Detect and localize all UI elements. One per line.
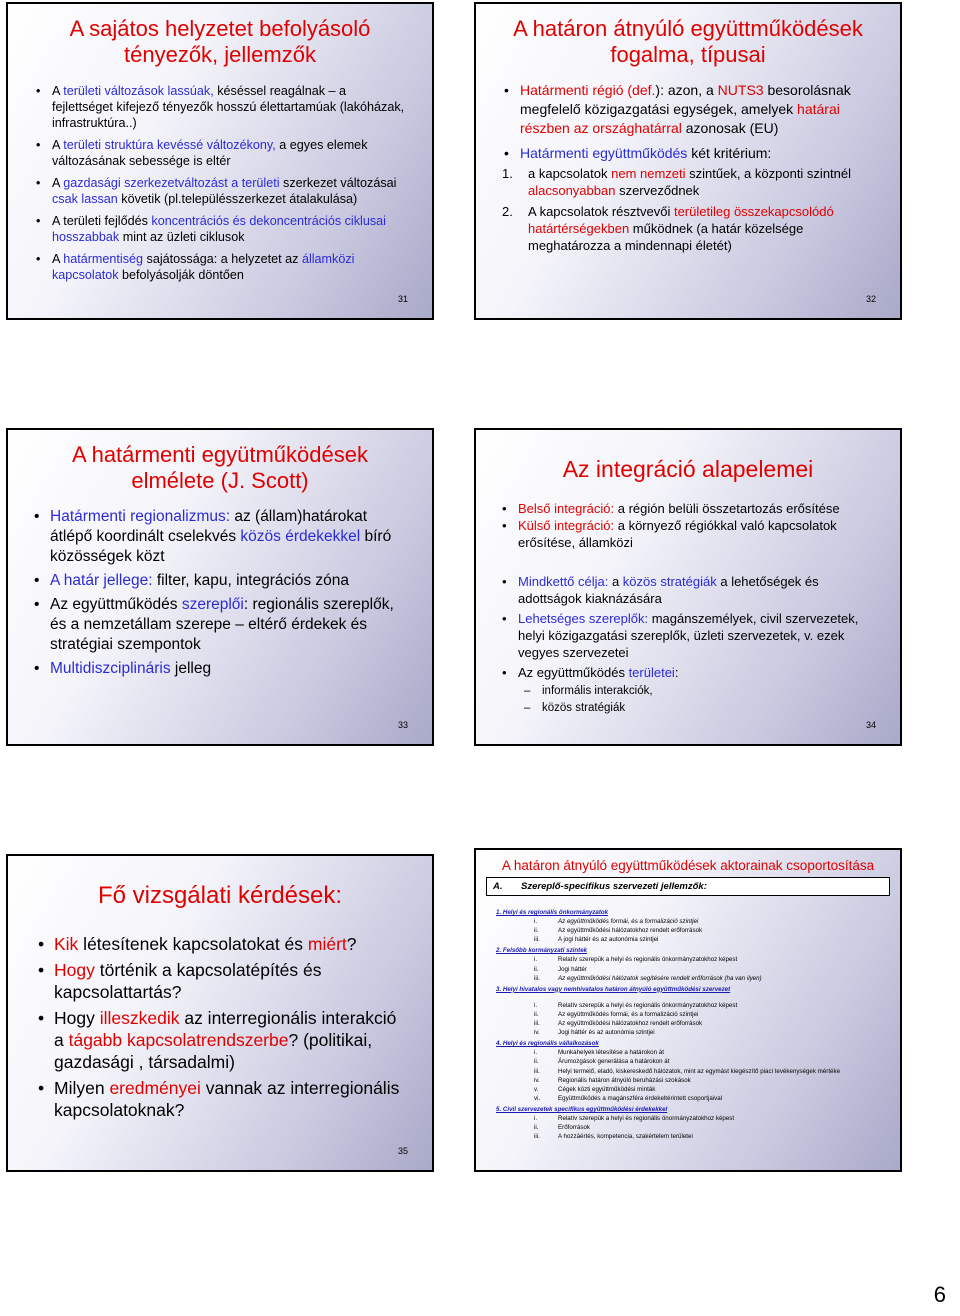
bullet-list	[34, 83, 408, 283]
slide-number: 34	[865, 720, 876, 730]
item-numeral: ii.	[534, 1010, 539, 1018]
slide-34	[474, 428, 902, 746]
subtitle-bar	[486, 877, 890, 896]
subtitle-label: A.	[493, 881, 503, 892]
slide-title: A sajátos helyzetet befolyásoló tényezők, jellemzők	[69, 16, 371, 68]
list-item	[496, 1114, 890, 1123]
list-item	[496, 1085, 890, 1094]
dash-list	[524, 683, 900, 717]
item-text: Regionális határon átnyúló beruházási szokások	[558, 1076, 691, 1084]
item-numeral: i.	[534, 918, 538, 926]
slide-number: 35	[397, 1146, 408, 1156]
item-numeral: ii.	[534, 927, 539, 935]
list-item: • Mindkettő célja: a közös stratégiák a lehetőségek és adottságok kiaknázására	[500, 573, 880, 607]
list-item	[496, 1019, 890, 1028]
list-item: • A területi fejlődés koncentrációs és dekoncentrációs ciklusai hosszabbak mint az üzleti ciklusok	[34, 213, 408, 245]
subtitle-text: Szereplő-specifikus szervezeti jellemzők:	[521, 881, 707, 892]
item-numeral: i.	[534, 1001, 538, 1009]
list-item: • Határmenti regionalizmus: az (állam)határokat átlépő koordinált cselekvés közös érdekekkel bíró közösségek közt	[32, 507, 402, 567]
item-text: Az együttműködés formái, és a formalizáció szintjei	[558, 918, 699, 926]
list-item	[496, 974, 890, 983]
list-item: – közös stratégiák	[524, 701, 626, 714]
group-heading: 4. Helyi és regionális vállalkozások	[496, 1040, 599, 1048]
list-item: • Az együttműködés szereplői: regionális szereplők, és a nemzetállam szerepe – eltérő érdekek és stratégiai szempontok	[32, 595, 402, 655]
list-item	[496, 917, 890, 926]
list-item	[496, 1001, 890, 1010]
item-numeral: ii.	[534, 1124, 539, 1132]
slide-number: 33	[397, 720, 408, 730]
item-text: Helyi termelő, eladó, kiskereskedő hálózatok, mint az egymást kiegészítő piaci tevékenységek mértéke	[558, 1067, 841, 1075]
bullet-list	[502, 81, 884, 163]
list-item	[496, 1094, 890, 1103]
item-numeral: ii.	[534, 965, 539, 973]
item-text: Az együttműködési hálózatok segítésére rendelt erőforrások (ha van ilyen)	[558, 974, 762, 982]
list-item	[496, 1048, 890, 1057]
item-text: Relatív szerepük a helyi és regionális önkormányzatokhoz képest	[558, 1001, 738, 1009]
list-item	[496, 1010, 890, 1019]
item-numeral: iii.	[534, 974, 540, 982]
item-numeral: i.	[534, 1114, 538, 1122]
item-numeral: iii.	[534, 1133, 540, 1141]
slide-32	[474, 2, 902, 320]
slide-title: A határon átnyúló együttműködések aktorainak csoportosítása	[501, 858, 875, 873]
group-heading: 1. Helyi és regionális önkormányzatok	[496, 909, 609, 916]
list-item: 2. A kapcsolatok résztvevői területileg összekapcsolódó határtérségekben működnek (a határ közelsége meghatározza a mindennapi életét)	[502, 203, 834, 253]
list-item: • A gazdasági szerkezetváltozást a területi szerkezet változásai csak lassan követik (pl.településszerkezet átalakulása)	[34, 175, 408, 207]
slide-number: 32	[865, 294, 876, 304]
group-list	[496, 908, 890, 1141]
list-item: • Milyen eredményei vannak az interregionális kapcsolatoknak?	[36, 1077, 408, 1121]
list-item	[496, 1123, 890, 1132]
item-text: Relatív szerepük a helyi és regionális önormányzatokhoz képest	[558, 1114, 735, 1122]
slide-33	[6, 428, 434, 746]
item-text: A jogi háttér és az autonómia szintjei	[558, 936, 659, 944]
item-text: Jogi háttér és az autonómia szintjei	[558, 1029, 655, 1037]
list-item	[496, 965, 890, 974]
list-item: • Kik létesítenek kapcsolatokat és miért?	[36, 933, 408, 955]
item-text: Együttműködés a magánszféra érdekeltérintett csoportjaival	[558, 1094, 723, 1102]
list-item: • Az együttműködés területei:	[500, 664, 880, 681]
list-item	[496, 1067, 890, 1076]
numbered-list	[502, 165, 884, 254]
item-text: Árumozgások generálása a határokon át	[558, 1058, 670, 1066]
group-heading: 2. Felsőbb kormányzati szintek	[496, 947, 588, 955]
item-numeral: ii.	[534, 1058, 539, 1066]
list-item: • Határmenti együttműködés két kritérium:	[502, 144, 884, 163]
item-text: Cégek közti együttműködési minták	[558, 1085, 656, 1093]
list-item	[496, 955, 890, 964]
item-numeral: iii.	[534, 1020, 540, 1028]
list-item	[496, 1057, 890, 1066]
item-numeral: iv.	[534, 1076, 540, 1084]
item-numeral: vi.	[534, 1094, 541, 1102]
item-text: Jogi háttér	[558, 965, 587, 973]
list-item: • A területi struktúra kevéssé változékony, a egyes elemek változásának sebessége is eltér	[34, 137, 408, 169]
list-item: • Multidiszciplináris jelleg	[32, 659, 402, 679]
list-item: 1. a kapcsolatok nem nemzeti szintűek, a központi szintnél alacsonyabban szerveződnek	[502, 165, 852, 198]
item-numeral: i.	[534, 1049, 538, 1057]
list-item: • Lehetséges szereplők: magánszemélyek, civil szervezetek, helyi közigazgatási szereplők, üzleti szervezetek, v. ezek vegyes szervezetei	[500, 610, 880, 661]
item-text: Erőforrások	[558, 1124, 590, 1132]
list-item: • Belső integráció: a régión belüli összetartozás erősítése	[500, 500, 880, 517]
list-item	[496, 1076, 890, 1085]
list-item: • Határmenti régió (def.): azon, a NUTS3 besorolásnak megfelelő közigazgatási egységek, amelyek határai részben az országhatárral azonosak (EU)	[502, 81, 884, 138]
item-numeral: iii.	[534, 936, 540, 944]
list-item	[496, 1132, 890, 1141]
item-text: Munkahelyek létesítése a határokon át	[558, 1049, 664, 1057]
item-text: A hozzáértés, kompetencia, szakértelem területei	[558, 1133, 693, 1141]
list-item: – informális interakciók,	[524, 684, 653, 697]
slide-title: A határmenti együtműködések elmélete (J. Scott)	[72, 442, 368, 494]
item-numeral: v.	[534, 1085, 539, 1093]
slide-number: 31	[397, 294, 408, 304]
list-item	[496, 926, 890, 935]
slide-title: Az integráció alapelemei	[562, 456, 814, 482]
page-number: 6	[933, 1282, 946, 1307]
slide-title: Fő vizsgálati kérdések:	[97, 882, 343, 909]
slide-title: A határon átnyúló együttműködések fogalma, típusai	[513, 16, 863, 68]
list-item: • Hogy történik a kapcsolatépítés és kapcsolattartás?	[36, 959, 408, 1003]
bullet-list	[36, 933, 408, 1121]
list-item	[496, 1028, 890, 1037]
bullet-list	[500, 500, 880, 681]
item-text: Az együttműködés formái, és a formalizáció szintjei	[558, 1010, 699, 1018]
item-text: Az együttműködési hálózatokhoz rendelt erőforrások	[558, 927, 703, 935]
slide-31	[6, 2, 434, 320]
list-item: • A határmentiség sajátossága: a helyzetet az államközi kapcsolatok befolyásolják döntően	[34, 251, 408, 283]
slide-35	[6, 854, 434, 1172]
list-item: • Hogy illeszkedik az interregionális interakció a tágabb kapcsolatrendszerbe? (politikai, gazdasági , társadalmi)	[36, 1007, 408, 1073]
item-numeral: iv.	[534, 1029, 540, 1037]
group-heading: 3. Helyi hivatalos vagy nemhivatalos határon átnyúló együttműködési szervezet	[496, 985, 731, 993]
item-text: Az együttműködési hálózatokhoz rendelt erőforrások	[558, 1020, 703, 1028]
slide-36	[474, 848, 902, 1172]
group-heading: 5. Civil szervezetek specifikus együttműködési érdekekkel	[496, 1105, 668, 1113]
item-text: Relatív szerepük a helyi és regionális önkormányzatokhoz képest	[558, 956, 738, 964]
bullet-list	[32, 507, 402, 679]
list-item	[496, 935, 890, 944]
list-item: • A területi változások lassúak, késéssel reagálnak – a fejlettséget kifejező tényezők hosszú élettartamúak (lakóházak, infrastruktúra..)	[34, 83, 408, 131]
list-item: • Külső integráció: a környező régiókkal való kapcsolatok erősítése, államközi	[500, 517, 880, 551]
item-numeral: i.	[534, 956, 538, 964]
item-numeral: iii.	[534, 1067, 540, 1075]
list-item: • A határ jellege: filter, kapu, integrációs zóna	[32, 571, 402, 591]
